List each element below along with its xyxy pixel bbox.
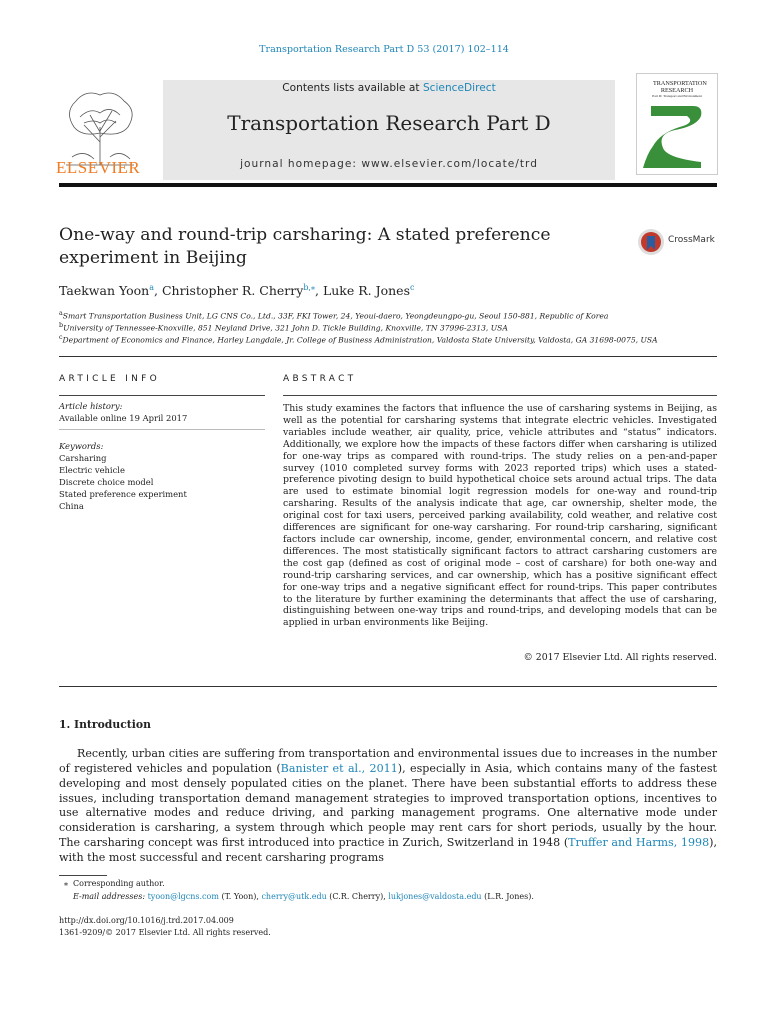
- affiliation: $^c$Department of Economics and Finance, Harley Langdale, Jr. College of Business Administration, Valdosta State University, Valdosta, GA 31698-0075, USA: [59, 334, 658, 345]
- email-link[interactable]: cherry@utk.edu: [261, 892, 327, 901]
- email-link[interactable]: tyoon@lgcns.com: [147, 892, 219, 901]
- author-name: Taekwan Yoon: [59, 283, 150, 299]
- cover-title-text: TRANSPORTATION RESEARCH: [653, 80, 707, 94]
- affiliation: $^b$University of Tennessee-Knoxville, 851 Neyland Drive, 321 John D. Tickle Building, Knoxville, TN 37996-2313, USA: [59, 322, 508, 333]
- keyword: Stated preference experiment: [59, 489, 187, 499]
- header-rule: [59, 183, 717, 187]
- keyword: China: [59, 501, 84, 511]
- crossmark-label[interactable]: CrossMark: [668, 235, 715, 245]
- author-affil-mark[interactable]: a: [149, 283, 155, 292]
- keywords-label: Keywords:: [59, 441, 104, 451]
- author-name: Christopher R. Cherry: [161, 283, 304, 299]
- keyword: Electric vehicle: [59, 465, 125, 475]
- history-value: Available online 19 April 2017: [59, 413, 188, 423]
- citation-link[interactable]: Truffer and Harms, 1998: [568, 836, 710, 850]
- divider: [59, 686, 717, 687]
- cover-subtitle: Part D: Transport and Environment: [652, 94, 702, 98]
- divider: [59, 356, 717, 357]
- journal-title: Transportation Research Part D: [227, 111, 551, 135]
- doi-link[interactable]: http://dx.doi.org/10.1016/j.trd.2017.04.009: [59, 916, 234, 925]
- divider: [59, 395, 265, 396]
- contents-line: Contents lists available at ScienceDirect: [282, 82, 496, 94]
- crossmark-icon[interactable]: [637, 228, 665, 256]
- history-label: Article history:: [59, 401, 123, 411]
- homepage-link[interactable]: www.elsevier.com/locate/trd: [361, 158, 538, 170]
- cover-title: [637, 80, 717, 98]
- abstract-heading: ABSTRACT: [283, 374, 357, 384]
- footnote-rule: [59, 875, 107, 876]
- elsevier-wordmark: ELSEVIER: [56, 158, 141, 177]
- intro-paragraph: Recently, urban cities are suffering from transportation and environmental issues due to increases in the number of registered vehicles and population (Banister et al., 2011), especially in Asia, which contains many of the fastest developing and most densely populated cities on the planet. There have been substantial efforts to address these issues, including transportation demand management strategies to improved transportation options, incentives to use alternative modes and reduce driving, and parking management programs. One alternative mode under consideration is carsharing, a system through which people may rent cars for short periods, usually by the hour. The carsharing concept was first introduced into practice in Zurich, Switzerland in 1948 (Truffer and Harms, 1998), with the most successful and recent carsharing programs: [59, 747, 717, 864]
- journal-cover-image[interactable]: [636, 73, 718, 175]
- sciencedirect-link[interactable]: ScienceDirect: [422, 82, 496, 94]
- divider: [59, 429, 265, 430]
- article-title: One-way and round-trip carsharing: A stated preference experiment in Beijing: [59, 225, 551, 268]
- journal-homepage: journal homepage: www.elsevier.com/locate/trd: [240, 158, 538, 170]
- abstract-copyright: © 2017 Elsevier Ltd. All rights reserved.: [523, 652, 717, 663]
- author-affil-mark[interactable]: b,⁎: [303, 283, 315, 292]
- author-affil-mark[interactable]: c: [410, 283, 415, 292]
- abstract-text: This study examines the factors that influence the use of carsharing systems in Beijing, as well as the potential for carsharing systems that integrate electric vehicles. Investigated variables include weather, air quality, price, vehicle attributes and “status” indicators. Additionally, we explore how the impacts of these factors differ when carsharing is utilized for one-way trips as compared with round-trips. The study relies on a pen-and-paper survey (1010 completed survey forms with 2023 reported trips) which uses a stated-preference pivoting design to build hypothetical choice sets around actual trips. The data are used to estimate binomial logit regression models for one-way and round-trip carsharing. Results of the analysis indicate that age, car ownership, shelter mode, the original cost for taxi users, perceived parking availability, cold weather, and relative cost differences are significant for one-way carsharing. For round-trip carsharing, significant factors include car ownership, income, gender, environmental concern, and relative cost differences. The most statistically significant factors to attract carsharing customers are the cost gap (defined as cost of original mode – cost of carshare) for both one-way and round-trip carsharing services, and car ownership, which has a positive significant effect for one-way trips and a negative significant effect for round-trips. This paper contributes to the literature by further examining the determinants that affect the use of carsharing, distinguishing between one-way trips and round-trips, and developing models that can be applied in urban environments like Beijing.: [283, 403, 717, 629]
- email-link[interactable]: lukjones@valdosta.edu: [388, 892, 482, 901]
- author-name: Luke R. Jones: [322, 283, 410, 299]
- citation-link[interactable]: Banister et al., 2011: [280, 761, 398, 775]
- journal-reference-link[interactable]: Transportation Research Part D 53 (2017) 102–114: [259, 44, 509, 55]
- keyword: Carsharing: [59, 453, 107, 463]
- email-addresses: E-mail addresses: tyoon@lgcns.com (T. Yoon), cherry@utk.edu (C.R. Cherry), lukjones@valdosta.edu (L.R. Jones).: [73, 892, 534, 901]
- keyword: Discrete choice model: [59, 477, 154, 487]
- author-list: Taekwan Yoon$^a$, Christopher R. Cherry$^{b,⁎}$, Luke R. Jones$^c$: [59, 283, 415, 299]
- issn-copyright: 1361-9209/© 2017 Elsevier Ltd. All rights reserved.: [59, 928, 271, 937]
- section-heading: 1. Introduction: [59, 718, 151, 731]
- article-info-heading: ARTICLE INFO: [59, 374, 161, 384]
- corresponding-author-note: ⁎ Corresponding author.: [64, 879, 165, 888]
- cover-road-graphic: [641, 102, 713, 168]
- affiliation: $^a$Smart Transportation Business Unit, LG CNS Co., Ltd., 33F, FKI Tower, 24, Yeoui-daero, Yeongdeungpo-gu, Seoul 150-881, Republic of Korea: [59, 310, 609, 321]
- divider: [283, 395, 717, 396]
